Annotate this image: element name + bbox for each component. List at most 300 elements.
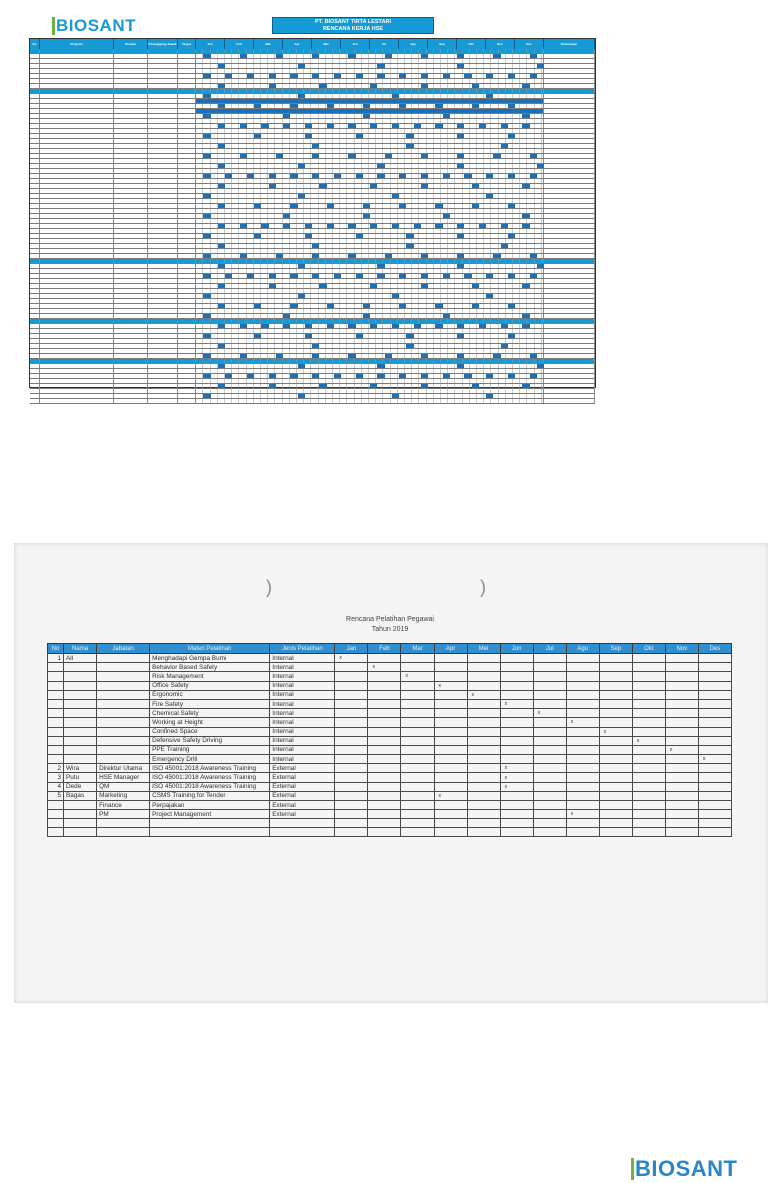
plan-cell xyxy=(114,214,148,218)
training-month-cell xyxy=(500,654,533,663)
plan-cell xyxy=(40,134,114,138)
plan-cell xyxy=(114,239,148,243)
training-cell-no xyxy=(48,663,64,672)
plan-schedule-mark xyxy=(334,74,341,78)
plan-schedule-mark xyxy=(283,114,290,118)
plan-schedule-mark xyxy=(457,354,464,358)
training-cell-position: Direktur Utama xyxy=(97,764,150,773)
plan-schedule-mark xyxy=(435,124,442,128)
plan-cell xyxy=(114,279,148,283)
plan-schedule-mark xyxy=(457,134,464,138)
plan-schedule-grid xyxy=(196,174,544,178)
plan-schedule-mark xyxy=(508,334,515,338)
plan-cell xyxy=(40,114,114,118)
training-month-cell xyxy=(335,755,368,764)
plan-schedule-mark xyxy=(254,304,261,308)
plan-cell xyxy=(30,124,40,128)
plan-cell xyxy=(178,324,196,328)
training-cell-no xyxy=(48,810,64,819)
training-cell-type: Internal xyxy=(270,690,335,699)
plan-schedule-grid xyxy=(196,154,544,158)
plan-schedule-mark xyxy=(312,374,319,378)
plan-cell xyxy=(114,49,148,53)
plan-schedule-mark xyxy=(501,324,508,328)
training-month-cell xyxy=(632,690,665,699)
plan-schedule-grid xyxy=(196,269,544,273)
plan-schedule-mark xyxy=(203,274,210,278)
plan-cell xyxy=(178,309,196,313)
plan-cell xyxy=(30,359,40,363)
plan-cell xyxy=(30,249,40,253)
plan-schedule-mark xyxy=(414,324,421,328)
plan-schedule-grid xyxy=(196,209,544,213)
training-cell-type: Internal xyxy=(270,755,335,764)
plan-schedule-mark xyxy=(508,374,515,378)
plan-cell xyxy=(544,219,595,223)
plan-cell xyxy=(178,249,196,253)
plan-cell xyxy=(178,379,196,383)
training-month-cell xyxy=(434,699,467,708)
plan-schedule-grid xyxy=(196,64,544,68)
training-month-cell: x xyxy=(434,791,467,800)
plan-cell xyxy=(178,134,196,138)
plan-schedule-band xyxy=(196,109,543,113)
plan-cell xyxy=(114,294,148,298)
plan-cell xyxy=(30,79,40,83)
training-month-cell xyxy=(533,699,566,708)
training-cell-empty xyxy=(368,819,401,828)
plan-column-header: Periode xyxy=(114,39,148,49)
plan-cell xyxy=(544,294,595,298)
plan-cell xyxy=(148,254,178,258)
plan-schedule-mark xyxy=(457,224,464,228)
training-month-cell xyxy=(467,764,500,773)
plan-cell xyxy=(544,189,595,193)
plan-schedule-mark xyxy=(399,104,406,108)
training-month-cell xyxy=(368,672,401,681)
plan-schedule-mark xyxy=(435,224,442,228)
plan-cell xyxy=(114,354,148,358)
plan-cell xyxy=(178,284,196,288)
plan-cell xyxy=(178,374,196,378)
plan-schedule-mark xyxy=(312,74,319,78)
plan-cell xyxy=(30,114,40,118)
plan-cell xyxy=(114,309,148,313)
training-month-cell xyxy=(665,755,698,764)
training-cell-empty xyxy=(467,828,500,837)
plan-schedule-mark xyxy=(356,274,363,278)
plan-cell xyxy=(178,144,196,148)
training-month-cell xyxy=(500,791,533,800)
plan-cell xyxy=(544,284,595,288)
plan-schedule-mark xyxy=(305,234,312,238)
plan-schedule-mark xyxy=(218,364,225,368)
training-month-cell xyxy=(401,745,434,754)
plan-schedule-mark xyxy=(225,74,232,78)
plan-cell xyxy=(178,274,196,278)
training-cell-topic: Emergency Drill xyxy=(150,755,270,764)
plan-cell xyxy=(30,174,40,178)
plan-cell xyxy=(114,144,148,148)
plan-cell xyxy=(178,384,196,388)
plan-schedule-mark xyxy=(312,144,319,148)
plan-cell xyxy=(40,384,114,388)
plan-cell xyxy=(40,84,114,88)
training-row xyxy=(48,801,732,810)
training-month-cell xyxy=(401,773,434,782)
training-month-cell xyxy=(368,764,401,773)
plan-cell xyxy=(114,314,148,318)
training-cell-no: 5 xyxy=(48,791,64,800)
plan-cell xyxy=(30,69,40,73)
plan-schedule-grid xyxy=(196,79,544,83)
training-row xyxy=(48,810,732,819)
plan-cell xyxy=(30,389,40,393)
plan-cell xyxy=(148,359,178,363)
plan-schedule-mark xyxy=(203,134,210,138)
plan-cell xyxy=(544,99,595,103)
plan-cell xyxy=(40,274,114,278)
training-month-cell xyxy=(500,736,533,745)
training-month-cell: x xyxy=(467,690,500,699)
training-month-cell xyxy=(665,791,698,800)
plan-column-header: Keterangan xyxy=(544,39,595,49)
plan-schedule-mark xyxy=(493,354,500,358)
plan-cell xyxy=(30,364,40,368)
training-month-cell xyxy=(335,699,368,708)
training-column-header: Des xyxy=(698,644,731,654)
plan-cell xyxy=(178,154,196,158)
training-cell-name: Putu xyxy=(64,773,97,782)
plan-schedule-mark xyxy=(363,104,370,108)
plan-schedule-mark xyxy=(290,274,297,278)
plan-cell xyxy=(40,109,114,113)
training-month-cell xyxy=(599,663,632,672)
plan-cell xyxy=(114,249,148,253)
training-month-cell xyxy=(566,681,599,690)
training-month-cell xyxy=(599,745,632,754)
training-month-cell xyxy=(599,791,632,800)
training-month-cell xyxy=(467,755,500,764)
training-row xyxy=(48,718,732,727)
plan-cell xyxy=(114,94,148,98)
plan-cell xyxy=(114,324,148,328)
plan-cell xyxy=(544,394,595,398)
plan-cell xyxy=(40,214,114,218)
plan-cell xyxy=(178,114,196,118)
plan-cell xyxy=(114,219,148,223)
plan-schedule-mark xyxy=(363,214,370,218)
plan-cell xyxy=(114,264,148,268)
plan-cell xyxy=(148,214,178,218)
plan-cell xyxy=(544,249,595,253)
training-month-cell xyxy=(632,791,665,800)
plan-schedule-mark xyxy=(421,54,428,58)
plan-cell xyxy=(544,54,595,58)
plan-cell xyxy=(148,159,178,163)
training-month-cell xyxy=(434,718,467,727)
plan-schedule-mark xyxy=(218,164,225,168)
plan-cell xyxy=(178,369,196,373)
plan-cell xyxy=(178,109,196,113)
plan-cell xyxy=(148,49,178,53)
training-month-cell xyxy=(566,736,599,745)
plan-cell xyxy=(148,244,178,248)
training-month-cell xyxy=(434,801,467,810)
plan-cell xyxy=(148,184,178,188)
plan-cell xyxy=(178,259,196,263)
plan-schedule-mark xyxy=(472,84,479,88)
training-plan-scan xyxy=(14,543,768,1181)
plan-cell xyxy=(114,139,148,143)
plan-cell xyxy=(30,64,40,68)
training-cell-topic: Office Safety xyxy=(150,681,270,690)
plan-schedule-mark xyxy=(464,274,471,278)
plan-schedule-mark xyxy=(218,264,225,268)
training-cell-empty xyxy=(698,828,731,837)
plan-cell xyxy=(148,169,178,173)
plan-cell xyxy=(40,254,114,258)
plan-schedule-mark xyxy=(377,164,384,168)
plan-cell xyxy=(178,319,196,323)
plan-cell xyxy=(178,64,196,68)
plan-schedule-mark xyxy=(530,354,537,358)
plan-schedule-mark xyxy=(203,254,210,258)
training-cell-position xyxy=(97,681,150,690)
plan-schedule-grid xyxy=(196,259,544,263)
training-month-cell xyxy=(368,801,401,810)
plan-cell xyxy=(30,369,40,373)
plan-cell xyxy=(178,129,196,133)
plan-cell xyxy=(178,234,196,238)
plan-cell xyxy=(544,239,595,243)
training-month-cell xyxy=(467,736,500,745)
plan-schedule-mark xyxy=(203,94,210,98)
plan-schedule-mark xyxy=(406,144,413,148)
plan-cell xyxy=(40,394,114,398)
title-line: Rencana Pelatihan Pegawai xyxy=(346,616,434,623)
training-row-empty xyxy=(48,819,732,828)
plan-cell xyxy=(544,119,595,123)
plan-cell xyxy=(178,229,196,233)
plan-schedule-mark xyxy=(522,384,529,388)
plan-cell xyxy=(30,89,40,93)
plan-cell xyxy=(544,329,595,333)
plan-cell xyxy=(30,344,40,348)
plan-cell xyxy=(30,219,40,223)
training-month-cell xyxy=(467,718,500,727)
training-month-cell xyxy=(401,801,434,810)
plan-schedule-mark xyxy=(377,264,384,268)
plan-schedule-mark xyxy=(370,324,377,328)
training-month-cell xyxy=(533,681,566,690)
plan-cell xyxy=(40,319,114,323)
training-month-cell xyxy=(434,654,467,663)
plan-schedule-grid xyxy=(196,234,544,238)
training-month-cell xyxy=(368,681,401,690)
plan-schedule-grid xyxy=(196,274,544,278)
training-cell-empty xyxy=(533,819,566,828)
plan-cell xyxy=(544,344,595,348)
plan-cell xyxy=(148,84,178,88)
plan-cell xyxy=(114,299,148,303)
plan-cell xyxy=(544,144,595,148)
training-cell-empty xyxy=(632,828,665,837)
training-column-header: Jul xyxy=(533,644,566,654)
plan-column-header: Mei xyxy=(312,39,341,49)
plan-schedule-mark xyxy=(443,314,450,318)
plan-schedule-mark xyxy=(356,74,363,78)
plan-cell xyxy=(114,104,148,108)
plan-schedule-mark xyxy=(269,384,276,388)
training-cell-no: 1 xyxy=(48,654,64,663)
training-cell-type: Internal xyxy=(270,745,335,754)
plan-cell xyxy=(148,324,178,328)
plan-cell xyxy=(178,219,196,223)
plan-schedule-mark xyxy=(421,174,428,178)
plan-schedule-mark xyxy=(399,304,406,308)
plan-column-header: Okt xyxy=(457,39,486,49)
training-cell-empty xyxy=(97,828,150,837)
plan-cell xyxy=(148,389,178,393)
plan-schedule-mark xyxy=(392,324,399,328)
training-row xyxy=(48,663,732,672)
plan-schedule-mark xyxy=(319,384,326,388)
training-month-cell xyxy=(599,736,632,745)
training-cell-no xyxy=(48,699,64,708)
training-month-cell xyxy=(665,690,698,699)
training-column-header: Okt xyxy=(632,644,665,654)
plan-cell xyxy=(114,89,148,93)
plan-cell xyxy=(40,299,114,303)
plan-schedule-mark xyxy=(276,254,283,258)
training-month-cell xyxy=(632,755,665,764)
plan-schedule-mark xyxy=(522,224,529,228)
plan-cell xyxy=(148,89,178,93)
plan-cell xyxy=(544,334,595,338)
training-month-cell xyxy=(434,745,467,754)
plan-cell xyxy=(544,359,595,363)
training-month-cell xyxy=(698,782,731,791)
training-month-cell xyxy=(632,810,665,819)
plan-schedule-mark xyxy=(218,304,225,308)
training-month-cell: x xyxy=(500,773,533,782)
plan-cell xyxy=(544,229,595,233)
plan-schedule-mark xyxy=(218,224,225,228)
plan-cell xyxy=(30,209,40,213)
plan-cell xyxy=(114,369,148,373)
plan-schedule-mark xyxy=(218,344,225,348)
plan-schedule-mark xyxy=(240,124,247,128)
training-month-cell xyxy=(599,764,632,773)
plan-schedule-grid xyxy=(196,119,544,123)
plan-cell xyxy=(178,69,196,73)
plan-schedule-grid xyxy=(196,264,544,268)
plan-cell xyxy=(114,74,148,78)
plan-cell xyxy=(114,69,148,73)
training-cell-name xyxy=(64,690,97,699)
plan-cell xyxy=(40,284,114,288)
training-month-cell: x xyxy=(533,709,566,718)
plan-schedule-mark xyxy=(312,54,319,58)
training-month-cell xyxy=(335,764,368,773)
plan-cell xyxy=(114,129,148,133)
plan-cell xyxy=(30,319,40,323)
training-month-cell xyxy=(467,709,500,718)
training-column-header: Sep xyxy=(599,644,632,654)
training-month-cell xyxy=(665,810,698,819)
training-month-cell xyxy=(632,699,665,708)
plan-schedule-mark xyxy=(443,274,450,278)
plan-schedule-mark xyxy=(247,74,254,78)
plan-cell xyxy=(30,254,40,258)
plan-schedule-mark xyxy=(348,254,355,258)
plan-cell xyxy=(148,319,178,323)
training-month-cell xyxy=(698,801,731,810)
plan-cell xyxy=(148,334,178,338)
plan-cell xyxy=(148,279,178,283)
training-cell-name xyxy=(64,672,97,681)
training-cell-no xyxy=(48,745,64,754)
plan-schedule-mark xyxy=(261,124,268,128)
training-month-cell xyxy=(698,810,731,819)
training-month-cell xyxy=(368,654,401,663)
plan-schedule-mark xyxy=(370,84,377,88)
plan-schedule-mark xyxy=(399,274,406,278)
plan-cell xyxy=(30,304,40,308)
plan-cell xyxy=(30,119,40,123)
plan-cell xyxy=(178,194,196,198)
training-month-cell xyxy=(434,782,467,791)
training-month-cell xyxy=(533,801,566,810)
training-month-cell xyxy=(698,709,731,718)
training-cell-name xyxy=(64,801,97,810)
plan-cell xyxy=(148,264,178,268)
plan-cell xyxy=(148,299,178,303)
plan-schedule-grid xyxy=(196,159,544,163)
plan-schedule-mark xyxy=(298,94,305,98)
plan-cell xyxy=(114,199,148,203)
training-month-cell: x xyxy=(500,782,533,791)
plan-cell xyxy=(114,384,148,388)
plan-cell xyxy=(544,149,595,153)
training-month-cell: x xyxy=(434,681,467,690)
plan-schedule-mark xyxy=(486,74,493,78)
training-month-cell: x xyxy=(368,663,401,672)
plan-cell xyxy=(114,344,148,348)
plan-table-body xyxy=(30,49,595,404)
training-month-cell xyxy=(698,745,731,754)
training-month-cell xyxy=(467,699,500,708)
training-month-cell xyxy=(401,690,434,699)
training-month-cell xyxy=(632,782,665,791)
plan-cell xyxy=(148,194,178,198)
plan-cell xyxy=(148,119,178,123)
plan-cell xyxy=(148,349,178,353)
training-month-cell xyxy=(698,773,731,782)
plan-column-header: No xyxy=(30,39,40,49)
plan-schedule-mark xyxy=(298,264,305,268)
plan-cell xyxy=(178,149,196,153)
plan-cell xyxy=(148,139,178,143)
plan-cell xyxy=(148,274,178,278)
plan-cell xyxy=(114,339,148,343)
plan-cell xyxy=(40,324,114,328)
plan-schedule-mark xyxy=(501,144,508,148)
training-month-cell xyxy=(698,672,731,681)
plan-schedule-mark xyxy=(356,174,363,178)
plan-schedule-mark xyxy=(327,204,334,208)
